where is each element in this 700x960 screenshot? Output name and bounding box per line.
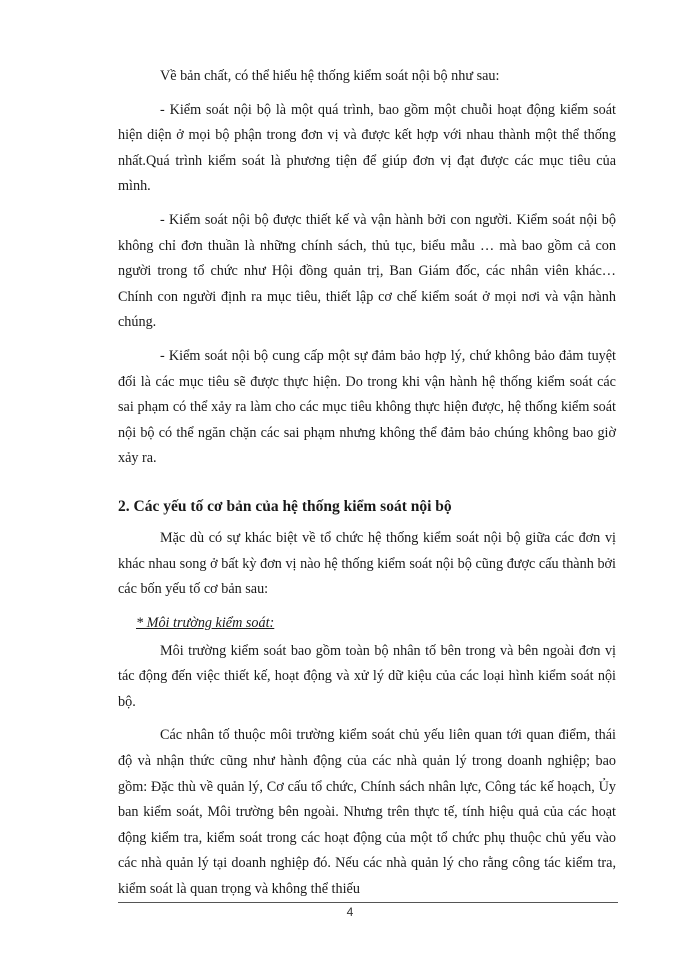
paragraph: Về bản chất, có thể hiểu hệ thống kiểm soát nội bộ như sau: [160, 68, 500, 84]
paragraph: - Kiểm soát nội bộ được thiết kế và vận hành bởi con người. Kiểm soát nội bộ không chỉ đơn thuần là những chính sách, thủ tục, biểu mẫu … mà bao gồm cả con người trong tổ chức như Hội đồng quản trị, Ban Giám đốc, các nhân viên khác… Chính con người định ra mục tiêu, thiết lập cơ chế kiểm soát ở mọi nơi và vận hành chúng. [118, 211, 616, 331]
paragraph: Môi trường kiểm soát bao gồm toàn bộ nhân tố bên trong và bên ngoài đơn vị tác động đến việc thiết kế, hoạt động và xử lý dữ kiệu của các loại hình kiểm soát nội bộ. [118, 642, 616, 710]
footer-divider [118, 902, 618, 903]
paragraph: - Kiểm soát nội bộ cung cấp một sự đảm bảo hợp lý, chứ không bảo đảm tuyệt đối là các mục tiêu sẽ được thực hiện. Do trong khi vận hành hệ thống kiểm soát các sai phạm có thể xảy ra làm cho các mục tiêu không thực hiện được, hệ thống kiểm soát nội bộ có thể ngăn chặn các sai phạm nhưng không thể đảm bảo chúng không bao giờ xảy ra. [118, 347, 616, 467]
page-body [118, 64, 616, 911]
paragraph: Mặc dù có sự khác biệt về tổ chức hệ thống kiểm soát nội bộ giữa các đơn vị khác nhau song ở bất kỳ đơn vị nào hệ thống kiểm soát nội bộ cũng được cấu thành bởi các bốn yếu tố cơ bản sau: [118, 529, 616, 598]
page-number: 4 [346, 905, 354, 919]
subsection-heading: * Môi trường kiểm soát: [136, 614, 275, 631]
paragraph: - Kiểm soát nội bộ là một quá trình, bao gồm một chuỗi hoạt động kiểm soát hiện diện ở mọi bộ phận trong đơn vị và được kết hợp với nhau thành một thể thống nhất.Quá trình kiểm soát là phương tiện để giúp đơn vị đạt được các mục tiêu của mình. [118, 101, 616, 195]
section-heading: 2. Các yếu tố cơ bản của hệ thống kiểm soát nội bộ [118, 497, 452, 515]
paragraph: Các nhân tố thuộc môi trường kiểm soát chủ yếu liên quan tới quan điểm, thái độ và nhận thức cũng như hành động của các nhà quản lý trong doanh nghiệp; bao gồm: Đặc thù về quản lý, Cơ cấu tổ chức, Chính sách nhân lực, Công tác kế hoạch, Ủy ban kiểm soát, Môi trường bên ngoài. Nhưng trên thực tế, tính hiệu quả của các hoạt động kiểm tra, kiểm soát trong các hoạt động của một tổ chức phụ thuộc chủ yếu vào các nhà quản lý tại doanh nghiệp đó. Nếu các nhà quản lý cho rằng công tác kiểm tra, kiểm soát là quan trọng và không thể thiếu [118, 727, 616, 898]
